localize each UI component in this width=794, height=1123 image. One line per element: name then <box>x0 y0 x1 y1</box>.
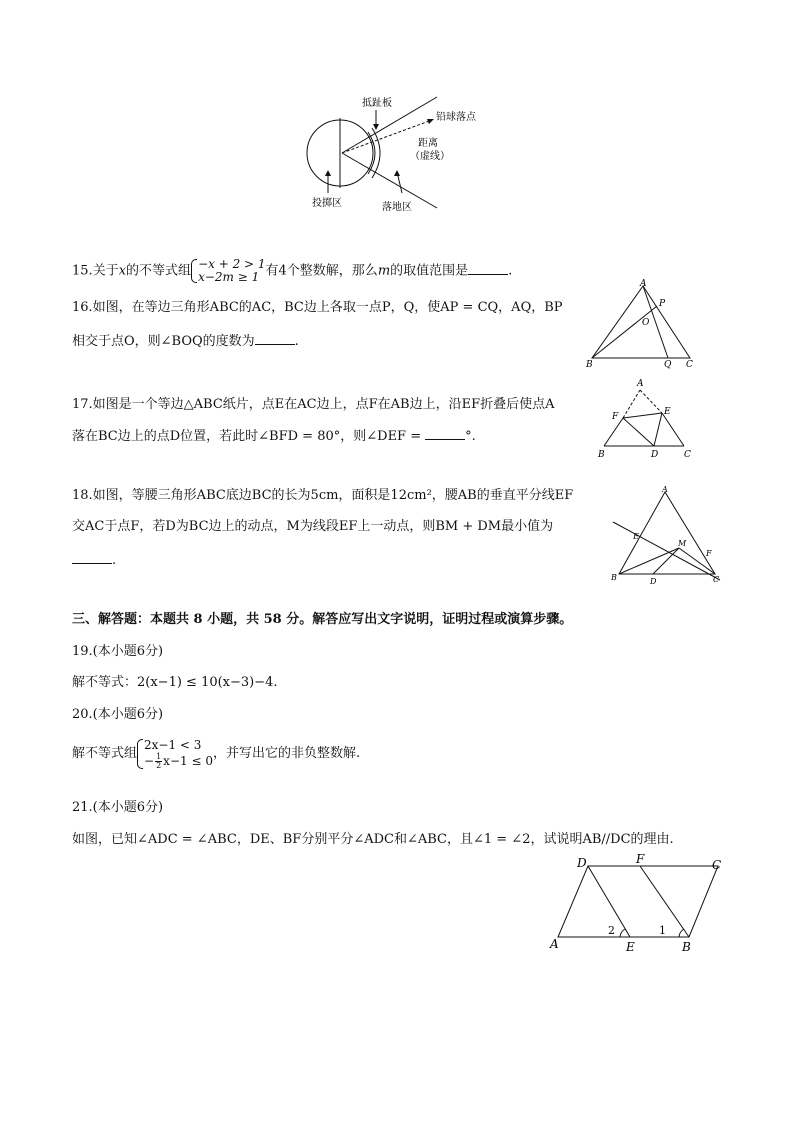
q19-heading: 19.(本小题6分) <box>72 644 164 659</box>
figure-16 <box>582 278 702 370</box>
q15-inequality-system <box>191 258 265 284</box>
fig16-label-b: B <box>586 360 593 370</box>
q20-minus-sign: − <box>144 754 155 768</box>
q16-line-2-text: 相交于点O，则∠BOQ的度数为 <box>72 334 255 349</box>
q17-answer-blank <box>425 425 465 440</box>
fig17-segment-ed <box>654 413 662 446</box>
fig21-label-f: F <box>636 852 645 866</box>
fig18-segment-md <box>653 548 679 574</box>
q15-post2: 的取值范围是 <box>390 263 469 279</box>
q20-ineq-2 <box>144 753 213 770</box>
fig17-fold-ef <box>623 413 662 418</box>
fig17-label-b: B <box>598 450 605 460</box>
label-toe-board: 抵趾板 <box>362 98 392 109</box>
section-3-header <box>72 610 572 630</box>
q15-end: . <box>508 263 513 279</box>
q16-answer-blank <box>255 330 295 345</box>
fig21-label-d: D <box>577 856 587 870</box>
fig21-label-angle-1: 1 <box>659 924 666 937</box>
section-3-title: 三、解答题： <box>72 612 151 627</box>
section-3-description: 本题共 8 小题，共 58 分。解答应写出文字说明，证明过程或演算步骤。 <box>150 612 573 627</box>
q19-body: 解不等式：2(x−1) ≤ 10(x−3)−4. <box>72 675 278 690</box>
q15-pre: 关于 <box>92 263 119 279</box>
fig17-label-c: C <box>684 450 691 460</box>
fig18-label-m: M <box>678 539 687 548</box>
q20-frac-denominator: 2 <box>156 761 162 770</box>
q18-end: . <box>112 553 117 568</box>
fig18-segment-bm <box>619 548 679 574</box>
fig16-label-p: P <box>659 299 666 309</box>
figure-18 <box>605 484 725 588</box>
landing-area-arrowhead <box>394 170 400 176</box>
label-distance: 距离 <box>418 138 438 149</box>
q20-post: ，并写出它的非负整数解. <box>212 746 361 761</box>
fig21-label-e: E <box>626 940 635 954</box>
fig21-label-c: C <box>712 858 722 872</box>
q21-heading: 21.(本小题6分) <box>72 800 164 815</box>
fig18-label-a: A <box>662 485 668 494</box>
figure-17 <box>592 376 702 462</box>
board-pointer-arrowhead <box>373 124 379 130</box>
q15-ineq-1: −x + 2 > 1 <box>198 257 266 271</box>
q20-pre: 解不等式组 <box>72 746 138 761</box>
label-landing-area: 落地区 <box>382 202 412 213</box>
q20-inequality-system <box>137 738 213 770</box>
shotput-figure <box>300 90 500 215</box>
fig21-label-a: A <box>550 937 559 951</box>
q15-mid: 的不等式组 <box>126 263 192 279</box>
q18-line-2: 交AC于点F，若D为BC边上的动点，M为线段EF上一动点，则BM + DM最小值为 <box>72 519 554 534</box>
q16-line-1: 16.如图，在等边三角形ABC的AC，BC边上各取一点P，Q，使AP = CQ，AQ，BP <box>72 300 563 315</box>
fig18-label-f: F <box>706 549 712 558</box>
fig16-segment-bp <box>592 306 657 358</box>
fig18-bisector-line <box>613 522 720 580</box>
q18-line-3 <box>72 549 116 571</box>
fig17-side-ab-lower <box>604 418 623 446</box>
q15-number: 15. <box>72 263 93 279</box>
fig16-triangle-abc <box>592 286 690 358</box>
q15-ineq-2: x−2m ≥ 1 <box>198 270 260 284</box>
label-landing-point: 铅球落点 <box>436 112 476 123</box>
q16-line-2 <box>72 330 299 352</box>
fig17-side-ac-upper-dashed <box>640 390 662 413</box>
q21-body: 如图，已知∠ADC = ∠ABC，DE、BF分别平分∠ADC和∠ABC，且∠1 = ∠2，试说明AB//DC的理由. <box>72 832 674 847</box>
fig21-label-angle-2: 2 <box>608 924 615 937</box>
q15-answer-blank <box>468 260 508 275</box>
figure-21 <box>544 852 734 956</box>
q20-heading: 20.(本小题6分) <box>72 707 164 722</box>
q17-line-1: 17.如图是一个等边△ABC纸片，点E在AC边上，点F在AB边上，沿EF折叠后使点A <box>72 397 555 412</box>
fig16-label-c: C <box>686 360 693 370</box>
question-15 <box>72 258 512 284</box>
fig21-angle-1-arc <box>679 929 684 937</box>
q17-line-2-text: 落在BC边上的点D位置，若此时∠BFD = 80°，则∠DEF = <box>72 429 422 444</box>
distance-arrowhead <box>427 119 434 124</box>
fig18-label-e: E <box>633 532 639 541</box>
q18-line-1: 18.如图，等腰三角形ABC底边BC的长为5cm，面积是12cm²，腰AB的垂直平分线EF <box>72 488 574 503</box>
q15-var-x: x <box>118 263 127 279</box>
fig16-label-a: A <box>640 279 647 289</box>
q15-post1: 有4个整数解，那么 <box>265 263 378 279</box>
fig18-label-c: C <box>713 575 720 584</box>
fig21-parallelogram-abcd <box>558 866 718 937</box>
q15-var-m: m <box>377 263 391 279</box>
q17-line-2 <box>72 425 476 447</box>
fig17-label-e: E <box>664 407 671 417</box>
fig17-label-a: A <box>637 379 644 389</box>
fig17-label-d: D <box>651 450 659 460</box>
fig17-side-ab-upper-dashed <box>623 390 640 418</box>
q20-fraction <box>155 753 162 770</box>
fig17-segment-fd <box>623 418 654 446</box>
fig21-label-b: B <box>682 940 691 954</box>
label-dashed: （虚线） <box>410 151 450 162</box>
throw-area-arrowhead <box>325 170 331 176</box>
q16-end: . <box>294 334 299 349</box>
label-throw-area: 投掷区 <box>312 198 342 209</box>
fig16-label-q: Q <box>664 360 672 370</box>
q20-ineq-2-rest: x−1 ≤ 0 <box>163 754 213 768</box>
fig21-angle-2-arc <box>620 929 625 937</box>
q20-body <box>72 738 360 770</box>
fig17-label-f: F <box>612 412 619 422</box>
q20-frac-numerator: 1 <box>156 752 162 761</box>
fig16-label-o: O <box>642 318 650 328</box>
q18-answer-blank <box>72 549 112 564</box>
q20-ineq-1: 2x−1 < 3 <box>144 738 202 752</box>
q17-end: °. <box>465 429 476 444</box>
fig18-label-d: D <box>650 577 657 586</box>
fig17-side-ac-lower <box>662 413 684 446</box>
fig18-label-b: B <box>611 573 617 582</box>
